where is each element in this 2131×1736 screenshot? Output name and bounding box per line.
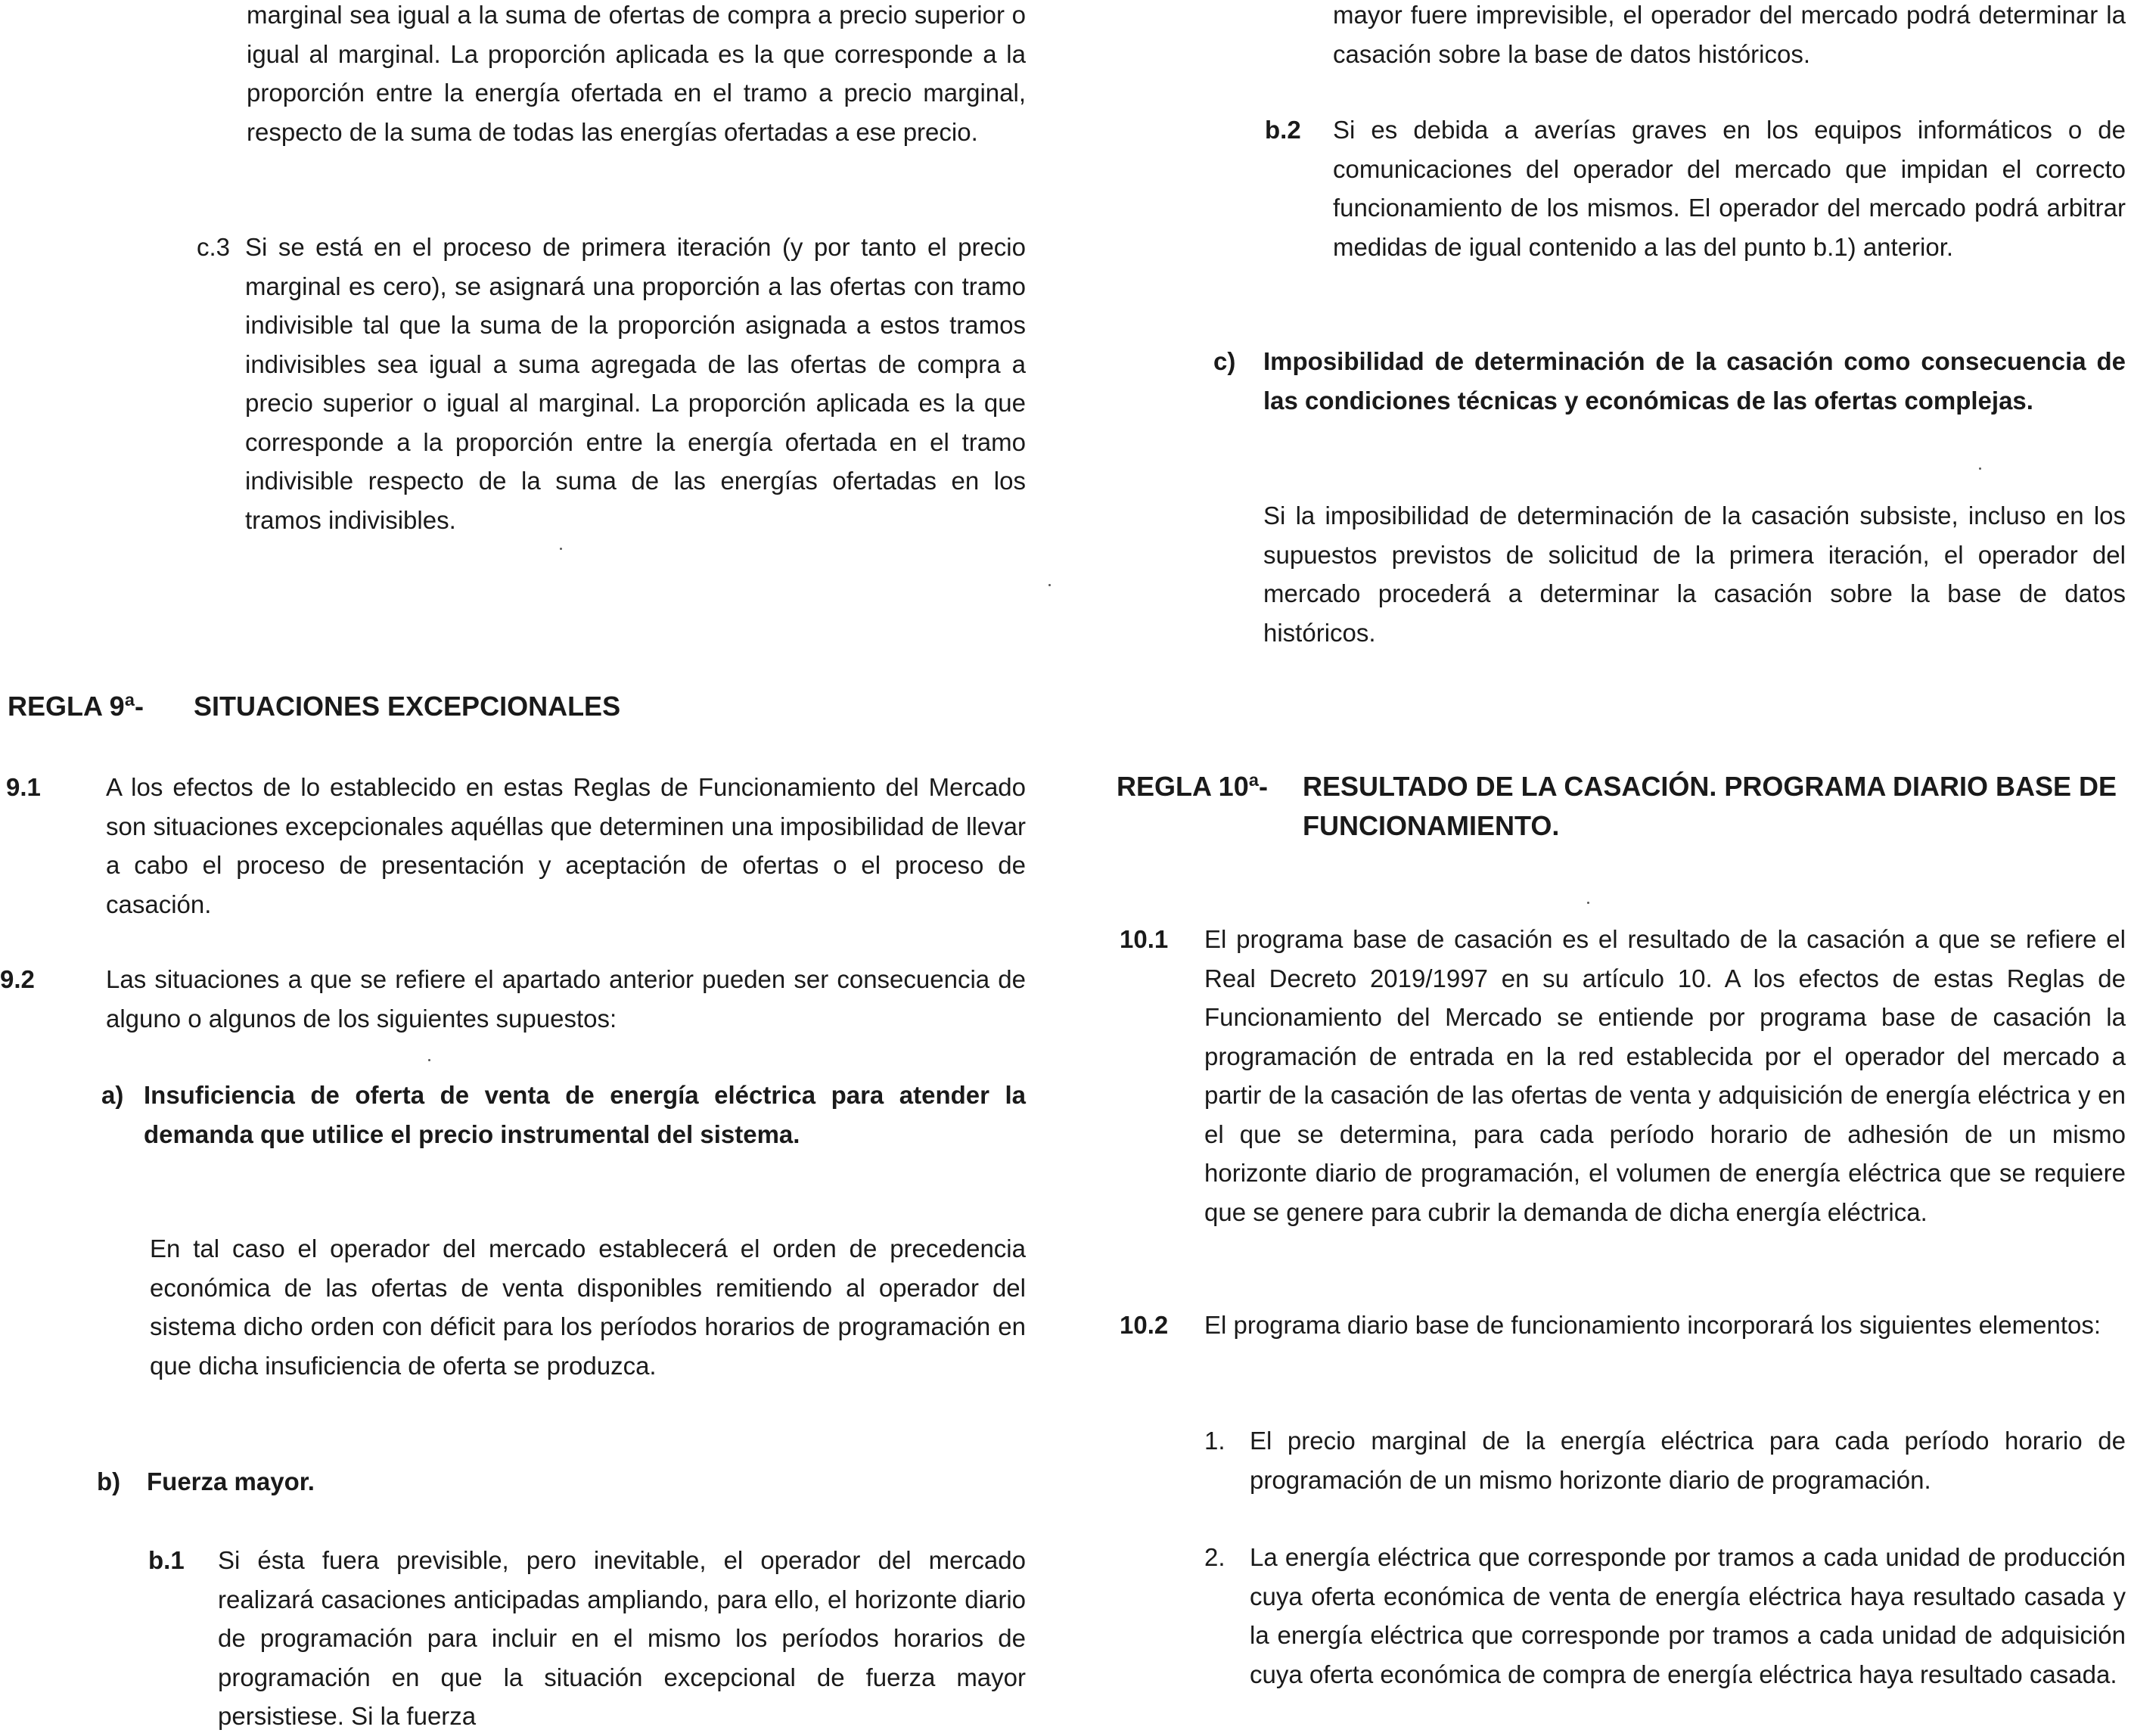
item-b2-label: b.2 xyxy=(1265,116,1301,144)
list-item-2-text: La energía eléctrica que corresponde por tramos a cada unidad de producción cuya oferta económica de venta de energía eléctrica haya resultado casada y la energía eléctrica que corresponde por tramos a cada unidad de adquisición cuya oferta económica de compra de energía eléctrica haya resultado casada. xyxy=(1250,1543,2126,1688)
section-9-1-number: 9.1 xyxy=(6,773,41,801)
section-9-1-text: A los efectos de lo establecido en estas Reglas de Funcionamiento del Mercado son situaciones excepcionales aquéllas que determinen una imposibilidad de llevar a cabo el proceso de presentación y aceptación de ofertas o el proceso de casación. xyxy=(106,773,1026,918)
list-item-2-number: 2. xyxy=(1204,1543,1225,1571)
item-c3-label: c.3 xyxy=(197,233,231,261)
item-a-label: a) xyxy=(101,1081,124,1109)
list-item-1-text: El precio marginal de la energía eléctrica para cada período horario de programación de un mismo horizonte diario de programación. xyxy=(1250,1427,2126,1494)
item-b1-label: b.1 xyxy=(148,1546,185,1574)
item-c3-text: Si se está en el proceso de primera iteración (y por tanto el precio marginal es cero), se asignará una proporción a las ofertas con tramo indivisible tal que la suma de la proporción asignada a estos tramos indivisibles sea igual a suma agregada de las ofertas de compra a precio superior o igual al marginal. La proporción aplicada es la que corresponde a la proporción entre la energía ofertada en el tramo indivisible respecto de la suma de las energías ofertadas en los tramos indivisibles. xyxy=(245,233,1026,534)
item-a-heading: Insuficiencia de oferta de venta de energía eléctrica para atender la demanda que utilice el precio instrumental del sistema. xyxy=(144,1081,1026,1148)
item-c-label: c) xyxy=(1213,347,1236,375)
section-9-2-text: Las situaciones a que se refiere el apartado anterior pueden ser consecuencia de alguno o algunos de los siguientes supuestos: xyxy=(106,965,1026,1033)
section-10-1-text: El programa base de casación es el resultado de la casación a que se refiere el Real Decreto 2019/1997 en su artículo 10. A los efectos de estas Reglas de Funcionamiento del Mercado se entiende por programa base de casación la programación de entrada en la red establecida por el operador del mercado a partir de la casación de las ofertas de venta y adquisición de energía eléctrica y en el que se determina, para cada período horario de adhesión de un mismo horizonte diario de programación, el volumen de energía eléctrica que se requiere que se genere para cubrir la demanda de dicha energía eléctrica. xyxy=(1204,925,2126,1226)
scan-speck xyxy=(1587,902,1589,904)
section-10-1-number: 10.1 xyxy=(1120,925,1169,953)
scan-speck xyxy=(1048,584,1051,586)
item-a-text: En tal caso el operador del mercado establecerá el orden de precedencia económica de las ofertas de venta disponibles remitiendo al operador del sistema dicho orden con déficit para los períodos horarios de programación en que dicha insuficiencia de oferta se produzca. xyxy=(150,1234,1026,1380)
rule-10-title: RESULTADO DE LA CASACIÓN. PROGRAMA DIARIO BASE DE FUNCIONAMIENTO. xyxy=(1303,771,2117,841)
scan-speck xyxy=(428,1059,430,1061)
scan-speck xyxy=(1979,467,1981,470)
rule-9-title: SITUACIONES EXCEPCIONALES xyxy=(194,691,621,722)
section-10-2-text: El programa diario base de funcionamiento incorporará los siguientes elementos: xyxy=(1204,1311,2101,1339)
rule-10-number: REGLA 10ª- xyxy=(1117,771,1269,802)
b1-continuation-text: mayor fuere imprevisible, el operador del mercado podrá determinar la casación sobre la base de datos históricos. xyxy=(1333,1,2126,68)
item-c-heading: Imposibilidad de determinación de la casación como consecuencia de las condiciones técnicas y económicas de las ofertas complejas. xyxy=(1263,347,2126,415)
scan-speck xyxy=(560,548,562,550)
item-b-label: b) xyxy=(97,1467,121,1495)
item-c-text: Si la imposibilidad de determinación de la casación subsiste, incluso en los supuestos previstos de solicitud de la primera iteración, el operador del mercado procederá a determinar la casación sobre la base de datos históricos. xyxy=(1263,502,2126,647)
item-b-heading: Fuerza mayor. xyxy=(147,1467,315,1495)
rule-9-number: REGLA 9ª- xyxy=(8,691,144,722)
item-b1-text: Si ésta fuera previsible, pero inevitable, el operador del mercado realizará casaciones anticipadas ampliando, para ello, el horizonte diario de programación para incluir en el mismo los períodos horarios de programación en que la situación excepcional de fuerza mayor persistiese. Si la fuerza xyxy=(218,1546,1026,1730)
list-item-1-number: 1. xyxy=(1204,1427,1225,1455)
section-10-2-number: 10.2 xyxy=(1120,1311,1169,1339)
section-9-2-number: 9.2 xyxy=(0,965,35,993)
item-b2-text: Si es debida a averías graves en los equipos informáticos o de comunicaciones del operador del mercado que impidan el correcto funcionamiento de los mismos. El operador del mercado podrá arbitrar medidas de igual contenido a las del punto b.1) anterior. xyxy=(1333,116,2126,261)
c2-continuation-text: marginal sea igual a la suma de ofertas de compra a precio superior o igual al marginal. La proporción aplicada es la que corresponde a la proporción entre la energía ofertada en el tramo a precio marginal, respecto de la suma de todas las energías ofertadas a ese precio. xyxy=(247,1,1026,146)
